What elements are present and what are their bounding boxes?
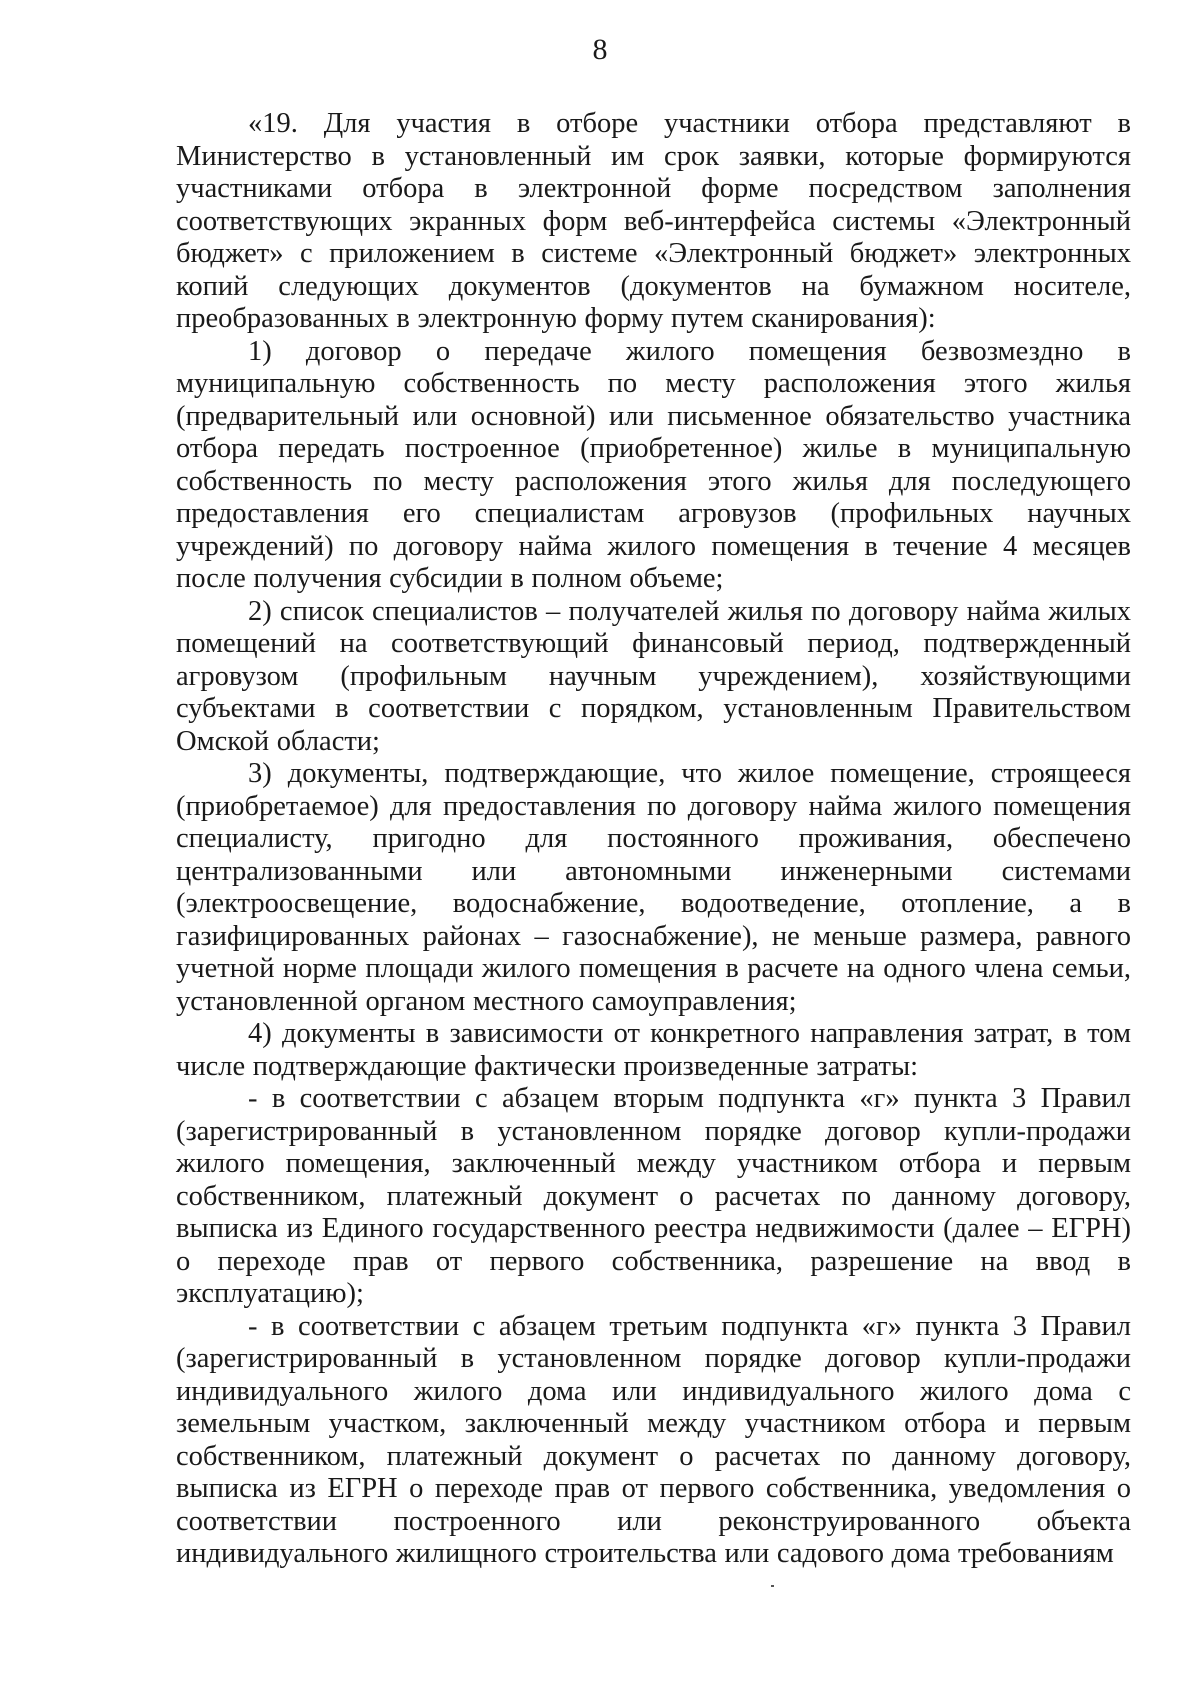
paragraph-subitem-1: 1) договор о передаче жилого помещения безвозмездно в муниципальную собственность по месту расположения этого жилья (предварительный или основной) или письменное обязательство участника отбора передать построенное (приобретенное) жилье в муниципальную собственность по месту расположения этого жилья для последующего предоставления его специалистам агровузов (профильных научных учреждений) по договору найма жилого помещения в течение 4 месяцев после получения субсидии в полном объеме; [176, 335, 1131, 594]
scan-speck [771, 1585, 774, 1587]
page-number: 8 [592, 33, 608, 66]
paragraph-subitem-4: 4) документы в зависимости от конкретного направления затрат, в том числе подтверждающие фактически произведенные затраты: [176, 1018, 1131, 1082]
paragraph-item-19: «19. Для участия в отборе участники отбора представляют в Министерство в установленный им срок заявки, которые формируются участниками отбора в электронной форме посредством заполнения соответствующих экранных форм веб-интерфейса системы «Электронный бюджет» с приложением в системе «Электронный бюджет» электронных копий следующих документов (документов на бумажном носителе, преобразованных в электронную форму путем сканирования): [176, 108, 1131, 334]
paragraph-bullet-second-clause: - в соответствии с абзацем вторым подпункта «г» пункта 3 Правил (зарегистрированный в установленном порядке договор купли-продажи жилого помещения, заключенный между участником отбора и первым собственником, платежный документ о расчетах по данному договору, выписка из Единого государственного реестра недвижимости (далее – ЕГРН) о переходе прав от первого собственника, разрешение на ввод в эксплуатацию); [176, 1083, 1131, 1309]
document-body [176, 108, 1131, 1571]
paragraph-bullet-third-clause: - в соответствии с абзацем третьим подпункта «г» пункта 3 Правил (зарегистрированный в установленном порядке договор купли-продажи индивидуального жилого дома или индивидуального жилого дома с земельным участком, заключенный между участником отбора и первым собственником, платежный документ о расчетах по данному договору, выписка из ЕГРН о переходе прав от первого собственника, уведомления о соответствии построенного или реконструированного объекта индивидуального жилищного строительства или садового дома требованиям [176, 1310, 1131, 1569]
paragraph-subitem-3: 3) документы, подтверждающие, что жилое помещение, строящееся (приобретаемое) для предоставления по договору найма жилого помещения специалисту, пригодно для постоянного проживания, обеспечено централизованными или автономными инженерными системами (электроосвещение, водоснабжение, водоотведение, отопление, а в газифицированных районах – газоснабжение), не меньше размера, равного учетной норме площади жилого помещения в расчете на одного члена семьи, установленной органом местного самоуправления; [176, 758, 1131, 1017]
paragraph-subitem-2: 2) список специалистов – получателей жилья по договору найма жилых помещений на соответствующий финансовый период, подтвержденный агровузом (профильным научным учреждением), хозяйствующими субъектами в соответствии с порядком, установленным Правительством Омской области; [176, 595, 1131, 757]
